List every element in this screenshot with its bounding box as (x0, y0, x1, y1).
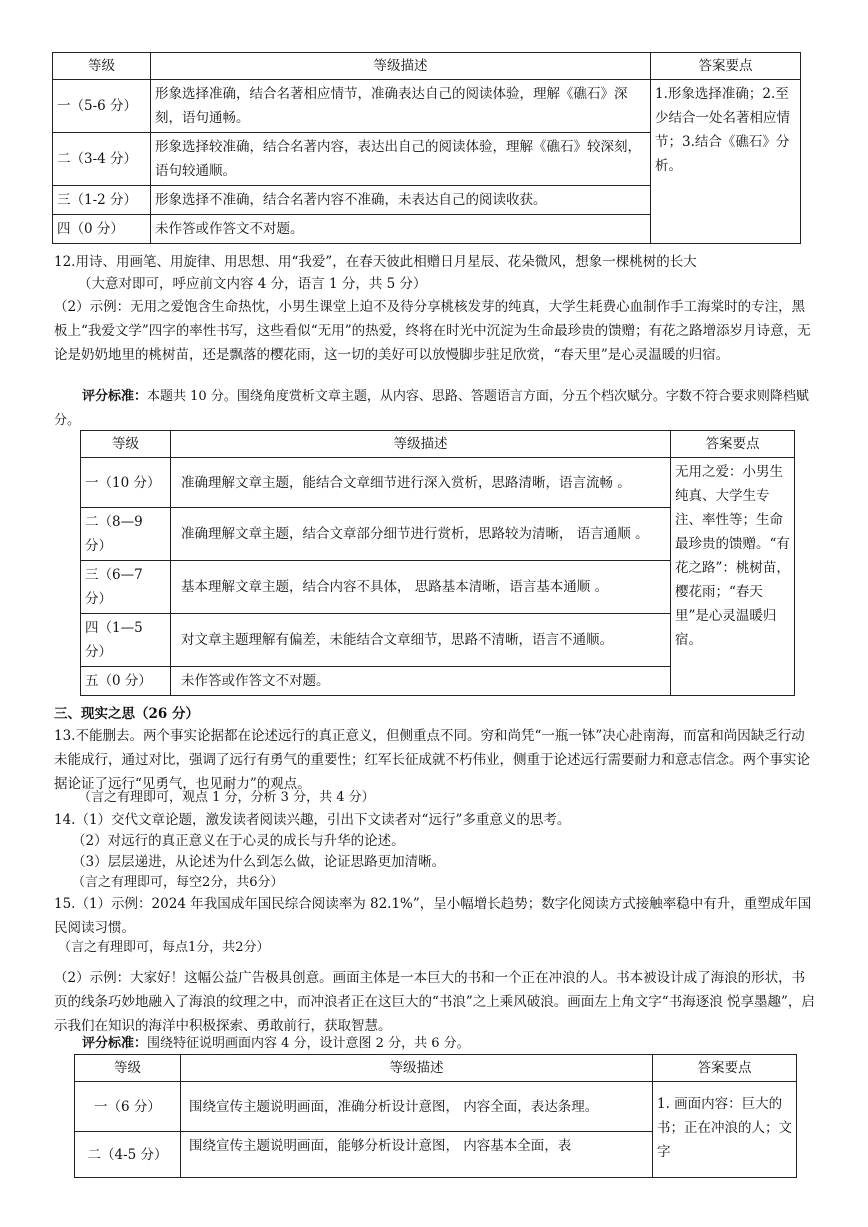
level-cell: 一（6 分） (75, 1082, 181, 1132)
header-level: 等级 (75, 1055, 181, 1082)
header-description: 等级描述 (181, 1055, 653, 1082)
level-cell: 二（3-4 分） (53, 133, 151, 186)
q15-note: （言之有理即可，每点1分，共2分） (58, 940, 270, 955)
description-cell: 围绕宣传主题说明画面，能够分析设计意图， 内容基本全面，表 (181, 1132, 653, 1178)
grading-table-2 (80, 430, 795, 696)
q12-part2: （2）示例：无用之爱饱含生命热忱，小男生课堂上迫不及待分享桃核发芽的纯真，大学生耗费心血制作手工海棠时的专注，黑板上“我爱文学”四字的率性书写，这些看似“无用”的热爱，终将在时光中沉淀为生命最珍贵的馈赠；有花之路增添岁月诗意，无论是奶奶地里的桃树苗，还是飘落的樱花雨，这一切的美好可以放慢脚步驻足欣赏，“春天里”是心灵温暖的归宿。 (54, 299, 811, 363)
q12-criteria (54, 385, 816, 433)
answer-points-cell: 1. 画面内容：巨大的书；正在冲浪的人；文字 (653, 1082, 797, 1178)
q15-part2: （2）示例：大家好！这幅公益广告极具创意。画面主体是一本巨大的书和一个正在冲浪的人。书本被设计成了海浪的形状，书页的线条巧妙地融入了海浪的纹理之中，而冲浪者正在这巨大的“书浪”之上乘风破浪。画面左上角文字“书海逐浪 悦享墨趣”，启示我们在知识的海洋中积极探索、勇敢前行，获取智慧。 (54, 970, 815, 1034)
criteria-label: 评分标准： (82, 1036, 148, 1051)
level-cell: 二（4-5 分） (75, 1132, 181, 1178)
description-cell: 形象选择较准确，结合名著内容，表达出自己的阅读体验，理解《礁石》较深刻，语句较通顺。 (151, 133, 651, 186)
grading-table-3 (74, 1054, 797, 1178)
q12-note: （大意对即可，呼应前文内容 4 分，语言 1 分，共 5 分） (78, 276, 427, 292)
description-cell: 准确理解文章主题，结合文章部分细节进行赏析，思路较为清晰， 语言通顺 。 (171, 508, 671, 561)
level-cell: 四（1—5 分） (81, 614, 171, 667)
criteria-text: 本题共 10 分。围绕角度赏析文章主题，从内容、思路、答题语言方面，分五个档次赋分。字数不符合要求则降档赋分。 (54, 389, 809, 428)
q14-note: （言之有理即可，每空2分，共6分） (72, 875, 284, 890)
criteria-label: 评分标准： (82, 389, 148, 404)
header-answer: 答案要点 (653, 1055, 797, 1082)
description-cell: 未作答或作答文不对题。 (151, 215, 651, 244)
description-cell: 形象选择准确，结合名著相应情节，准确表达自己的阅读体验，理解《礁石》深刻，语句通畅。 (151, 80, 651, 133)
header-answer: 答案要点 (651, 53, 801, 80)
description-cell: 准确理解文章主题，能结合文章细节进行深入赏析，思路清晰，语言流畅 。 (171, 458, 671, 508)
header-description: 等级描述 (151, 53, 651, 80)
level-cell: 一（10 分） (81, 458, 171, 508)
answer-points-cell: 1.形象选择准确；2.至少结合一处名著相应情节；3.结合《礁石》分析。 (651, 80, 801, 244)
q12-line1: 12.用诗、用画笔、用旋律、用思想、用“我爱”，在春天彼此相赠日月星辰、花朵微风，想象一棵桃树的长大 (54, 254, 697, 270)
level-cell: 三（6—7 分） (81, 561, 171, 614)
q13-note: （言之有理即可，观点 1 分，分析 3 分，共 4 分） (78, 790, 375, 805)
header-description: 等级描述 (171, 431, 671, 458)
level-cell: 三（1-2 分） (53, 186, 151, 215)
q13-answer: 13.不能删去。两个事实论据都在论述远行的真正意义，但侧重点不同。穷和尚凭“一瓶一钵”决心赴南海，而富和尚因缺乏行动未能成行，通过对比，强调了远行有勇气的重要性；红军长征成就不朽伟业，侧重于论述远行需要耐力和意志信念。两个事实论据论证了远行“见勇气，也见耐力”的观点。 (54, 728, 810, 792)
q14-item2: （2）对远行的真正意义在于心灵的成长与升华的论述。 (72, 833, 405, 849)
q14-item1: 14.（1）交代文章论题，激发读者阅读兴趣，引出下文读者对“远行”多重意义的思考。 (54, 812, 571, 828)
header-answer: 答案要点 (671, 431, 795, 458)
level-cell: 二（8—9 分） (81, 508, 171, 561)
grading-table-1 (52, 52, 801, 244)
q15-part1: 15.（1）示例：2024 年我国成年国民综合阅读率为 82.1%”，呈小幅增长趋势；数字化阅读方式接触率稳中有升，重塑成年国民阅读习惯。 (54, 896, 812, 936)
description-cell: 对文章主题理解有偏差，未能结合文章细节，思路不清晰，语言不通顺。 (171, 614, 671, 667)
description-cell: 形象选择不准确，结合名著内容不准确，未表达自己的阅读收获。 (151, 186, 651, 215)
q15-criteria (54, 1032, 816, 1056)
q14-item3: （3）层层递进，从论述为什么到怎么做，论证思路更加清晰。 (72, 854, 446, 870)
level-cell: 一（5-6 分） (53, 80, 151, 133)
section-title: 三、现实之思（26 分） (54, 706, 199, 722)
header-level: 等级 (53, 53, 151, 80)
level-cell: 五（0 分） (81, 667, 171, 696)
level-cell: 四（0 分） (53, 215, 151, 244)
header-level: 等级 (81, 431, 171, 458)
description-cell: 围绕宣传主题说明画面，准确分析设计意图， 内容全面，表达条理。 (181, 1082, 653, 1132)
answer-points-cell: 无用之爱：小男生纯真、大学生专注、率性等；生命最珍贵的馈赠。“有花之路”：桃树苗，樱花雨；“春天里”是心灵温暖归宿。 (671, 458, 795, 696)
criteria-text: 围绕特征说明画面内容 4 分，设计意图 2 分，共 6 分。 (147, 1036, 470, 1051)
description-cell: 基本理解文章主题，结合内容不具体， 思路基本清晰，语言基本通顺 。 (171, 561, 671, 614)
description-cell: 未作答或作答文不对题。 (171, 667, 671, 696)
